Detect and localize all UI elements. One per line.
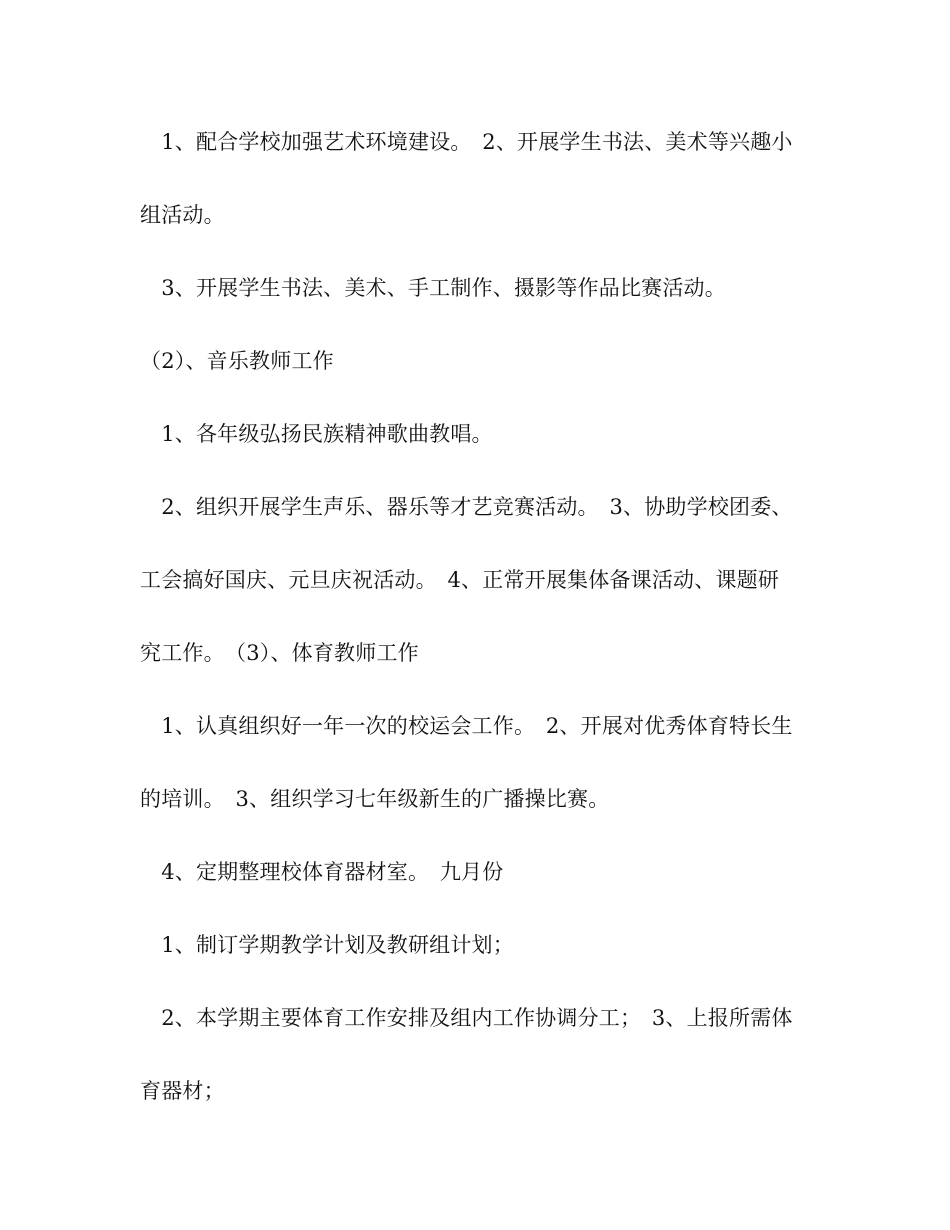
text-line: 1、认真组织好一年一次的校运会工作。 2、开展对优秀体育特长生 xyxy=(140,714,793,738)
text-line: 2、本学期主要体育工作安排及组内工作协调分工； 3、上报所需体 xyxy=(140,1006,793,1030)
text-line: 4、定期整理校体育器材室。 九月份 xyxy=(140,860,504,884)
text-line: 的培训。 3、组织学习七年级新生的广播操比赛。 xyxy=(140,787,610,811)
text-line: 究工作。 （3）、体育教师工作 xyxy=(140,641,419,665)
text-line: 组活动。 xyxy=(140,203,225,227)
text-line: 1、各年级弘扬民族精神歌曲教唱。 xyxy=(140,422,493,446)
text-line: 2、组织开展学生声乐、器乐等才艺竞赛活动。 3、协助学校团委、 xyxy=(140,495,793,519)
text-line: 1、配合学校加强艺术环境建设。 2、开展学生书法、美术等兴趣小 xyxy=(140,130,793,154)
text-line: 1、制订学期教学计划及教研组计划； xyxy=(140,933,514,957)
section-heading: （2）、音乐教师工作 xyxy=(140,349,334,373)
text-line: 3、开展学生书法、美术、手工制作、摄影等作品比赛活动。 xyxy=(140,276,726,300)
text-line: 育器材； xyxy=(140,1079,225,1103)
text-line: 工会搞好国庆、元旦庆祝活动。 4、正常开展集体备课活动、课题研 xyxy=(140,568,780,592)
